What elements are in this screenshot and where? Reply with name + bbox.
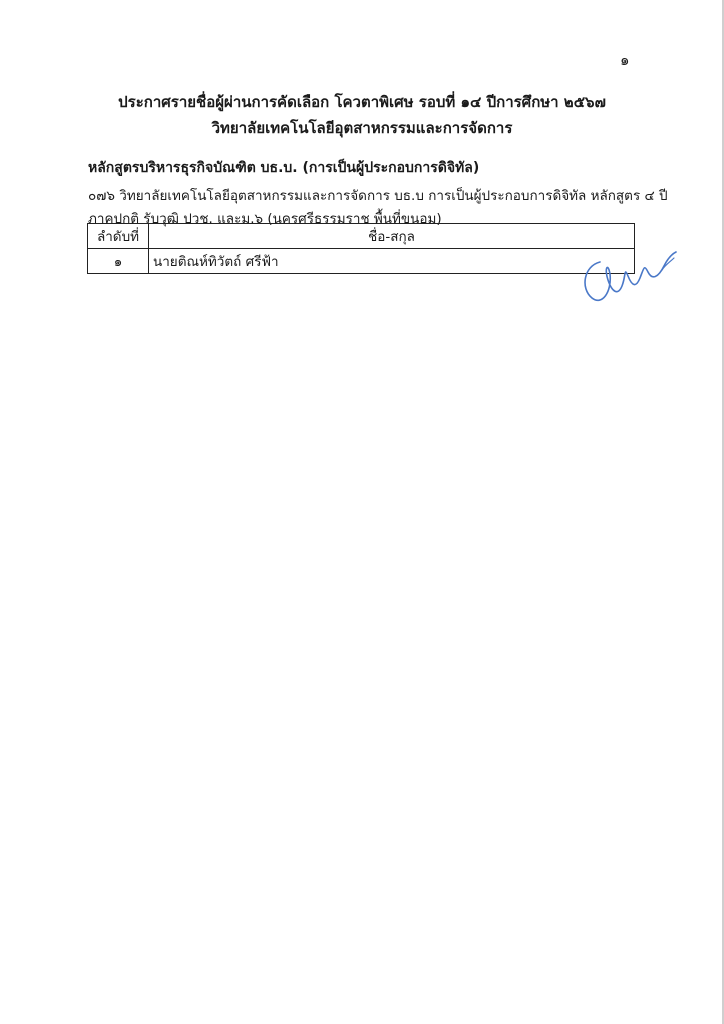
program-description-line2: ภาคปกติ รับวุฒิ ปวช. และม.๖ (นครศรีธรรมราช พื้นที่ขนอม) [88,211,442,227]
row-name: นายติณห์ทิวัตถ์ ศรีฟ้า [149,249,635,274]
column-header-name: ชื่อ-สกุล [149,224,635,249]
program-heading: หลักสูตรบริหารธุรกิจบัณฑิต บธ.บ. (การเป็นผู้ประกอบการดิจิทัล) [88,160,480,176]
column-header-number: ลำดับที่ [88,224,149,249]
page-number: ๑ [620,51,630,69]
announcement-title: ประกาศรายชื่อผู้ผ่านการคัดเลือก โควตาพิเศษ รอบที่ ๑๔ ปีการศึกษา ๒๕๖๗ [118,93,606,111]
program-description-line1: ๐๗๖ วิทยาลัยเทคโนโลยีอุตสาหกรรมและการจัดการ บธ.บ การเป็นผู้ประกอบการดิจิทัล หลักสูตร ๔ ปี [88,188,668,204]
table-header-row [88,224,635,249]
row-number: ๑ [88,249,149,274]
institution-title: วิทยาลัยเทคโนโลยีอุตสาหกรรมและการจัดการ [211,119,513,137]
results-table [87,223,635,274]
table-row [88,249,635,274]
signature-mark [578,240,678,310]
